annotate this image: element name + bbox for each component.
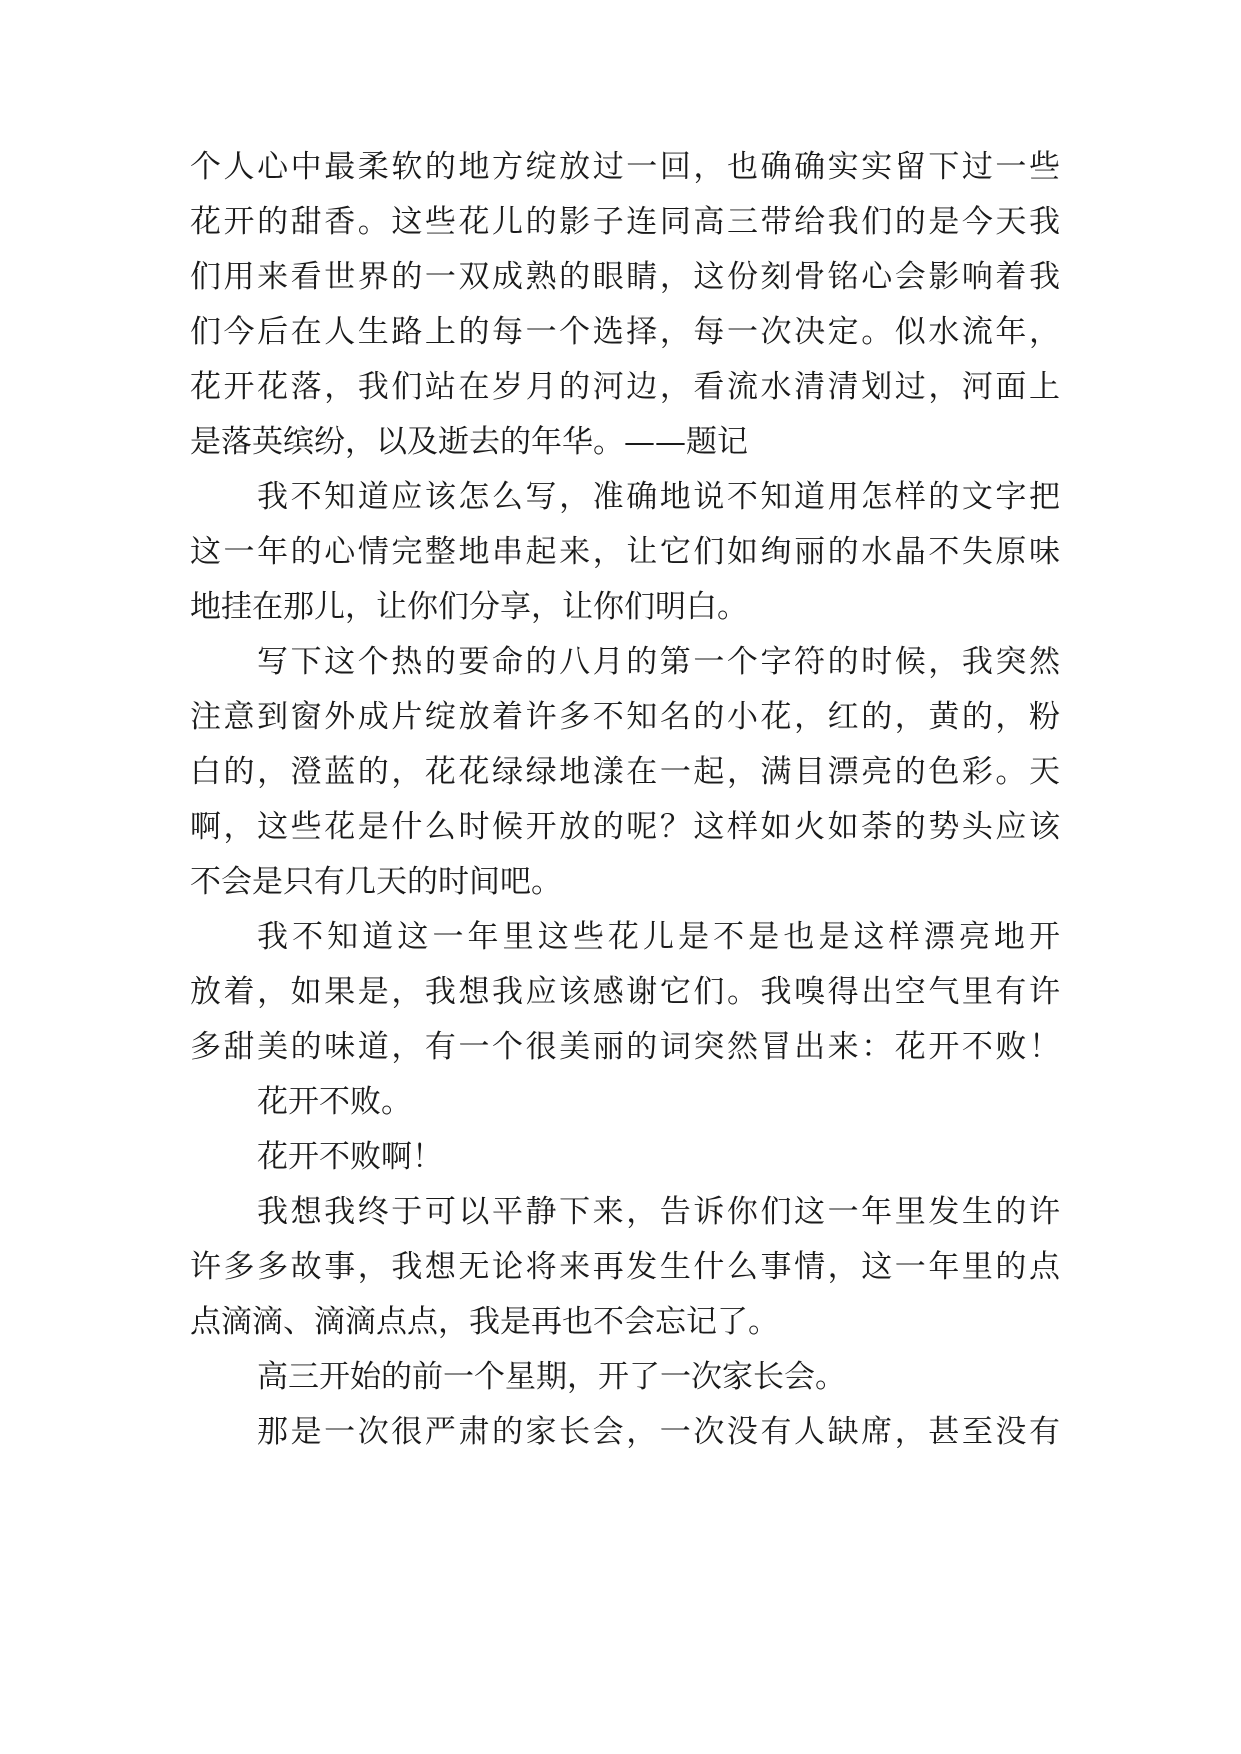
text-line: 们今后在人生路上的每一个选择，每一次决定。似水流年， <box>190 314 1060 350</box>
text-line: 花开的甜香。这些花儿的影子连同高三带给我们的是今天我 <box>190 204 1060 240</box>
paragraph-first-line: 我不知道应该怎么写，准确地说不知道用怎样的文字把 <box>257 479 1060 515</box>
paragraph-first-line: 我想我终于可以平静下来，告诉你们这一年里发生的许 <box>257 1194 1060 1230</box>
paragraph-first-line: 花开不败啊！ <box>257 1139 443 1175</box>
text-line: 个人心中最柔软的地方绽放过一回，也确确实实留下过一些 <box>190 149 1060 185</box>
text-line: 这一年的心情完整地串起来，让它们如绚丽的水晶不失原味 <box>190 534 1060 570</box>
paragraph-first-line: 花开不败。 <box>257 1084 412 1120</box>
text-line: 白的，澄蓝的，花花绿绿地漾在一起，满目漂亮的色彩。天 <box>190 754 1060 790</box>
paragraph-first-line: 高三开始的前一个星期，开了一次家长会。 <box>257 1359 846 1395</box>
text-line: 们用来看世界的一双成熟的眼睛，这份刻骨铭心会影响着我 <box>190 259 1060 295</box>
text-line: 多甜美的味道，有一个很美丽的词突然冒出来：花开不败！ <box>190 1029 1060 1065</box>
paragraph-first-line: 我不知道这一年里这些花儿是不是也是这样漂亮地开 <box>257 919 1060 955</box>
text-line: 地挂在那儿，让你们分享，让你们明白。 <box>190 589 748 625</box>
text-line: 许多多故事，我想无论将来再发生什么事情，这一年里的点 <box>190 1249 1060 1285</box>
paragraph-first-line: 写下这个热的要命的八月的第一个字符的时候，我突然 <box>257 644 1060 680</box>
text-line: 不会是只有几天的时间吧。 <box>190 864 562 900</box>
text-line: 点滴滴、滴滴点点，我是再也不会忘记了。 <box>190 1304 779 1340</box>
text-line: 啊，这些花是什么时候开放的呢？这样如火如荼的势头应该 <box>190 809 1060 845</box>
text-line: 放着，如果是，我想我应该感谢它们。我嗅得出空气里有许 <box>190 974 1060 1010</box>
text-line: 注意到窗外成片绽放着许多不知名的小花，红的，黄的，粉 <box>190 699 1060 735</box>
text-line: 是落英缤纷，以及逝去的年华。——题记 <box>190 424 748 460</box>
text-line: 花开花落，我们站在岁月的河边，看流水清清划过，河面上 <box>190 369 1060 405</box>
paragraph-first-line: 那是一次很严肃的家长会，一次没有人缺席，甚至没有 <box>257 1414 1060 1450</box>
